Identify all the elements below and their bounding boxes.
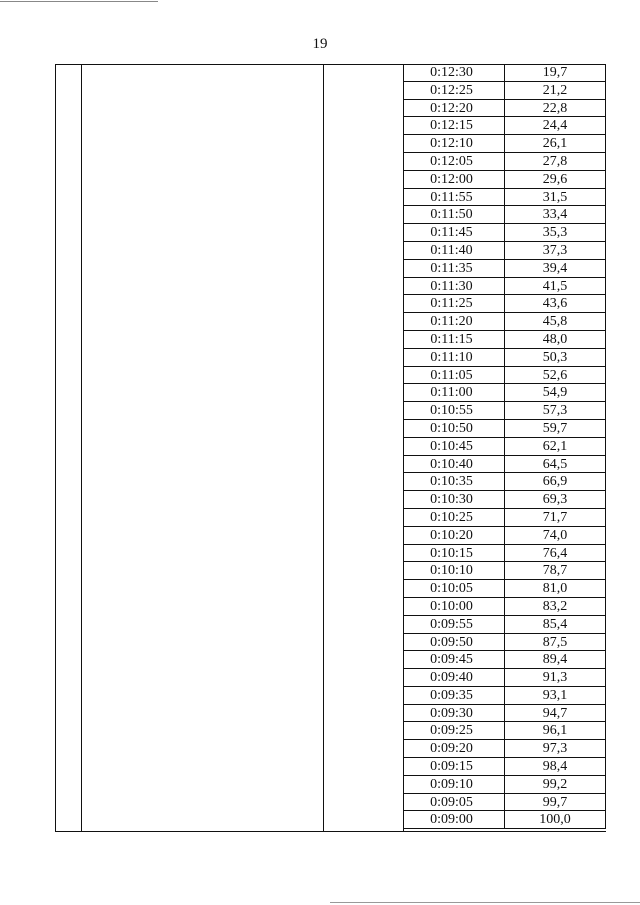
- value-cell: 98,4: [505, 758, 606, 775]
- table-row: [403, 509, 606, 527]
- time-cell: 0:11:25: [403, 295, 505, 312]
- time-cell: 0:10:40: [403, 456, 505, 473]
- value-cell: 52,6: [505, 367, 606, 384]
- value-cell: 81,0: [505, 580, 606, 597]
- value-cell: 71,7: [505, 509, 606, 526]
- table-row: [403, 420, 606, 438]
- time-cell: 0:09:55: [403, 616, 505, 633]
- table-row: [403, 562, 606, 580]
- value-cell: 19,7: [505, 64, 606, 81]
- value-cell: 78,7: [505, 562, 606, 579]
- table-row: [403, 438, 606, 456]
- table-row: [403, 313, 606, 331]
- time-cell: 0:11:45: [403, 224, 505, 241]
- time-cell: 0:12:10: [403, 135, 505, 152]
- value-cell: 62,1: [505, 438, 606, 455]
- value-cell: 21,2: [505, 82, 606, 99]
- value-cell: 87,5: [505, 634, 606, 651]
- time-cell: 0:10:35: [403, 473, 505, 490]
- table-column-divider: [323, 64, 324, 832]
- value-cell: 83,2: [505, 598, 606, 615]
- time-cell: 0:09:35: [403, 687, 505, 704]
- value-cell: 59,7: [505, 420, 606, 437]
- table-row: [403, 758, 606, 776]
- value-cell: 97,3: [505, 740, 606, 757]
- time-cell: 0:11:15: [403, 331, 505, 348]
- value-cell: 85,4: [505, 616, 606, 633]
- time-cell: 0:10:10: [403, 562, 505, 579]
- time-cell: 0:11:20: [403, 313, 505, 330]
- page-number: 19: [312, 36, 328, 52]
- table-row: [403, 527, 606, 545]
- value-cell: 100,0: [505, 811, 606, 828]
- table-row: [403, 402, 606, 420]
- table-column-divider: [81, 64, 82, 832]
- table-row: [403, 722, 606, 740]
- table-row: [403, 367, 606, 385]
- table-row: [403, 224, 606, 242]
- time-cell: 0:12:00: [403, 171, 505, 188]
- scan-edge-line: [330, 902, 640, 903]
- value-cell: 74,0: [505, 527, 606, 544]
- time-cell: 0:09:15: [403, 758, 505, 775]
- value-cell: 39,4: [505, 260, 606, 277]
- time-value-table: [403, 64, 606, 829]
- value-cell: 66,9: [505, 473, 606, 490]
- value-cell: 29,6: [505, 171, 606, 188]
- time-cell: 0:09:30: [403, 705, 505, 722]
- table-row: [403, 331, 606, 349]
- table-row: [403, 598, 606, 616]
- table-row: [403, 473, 606, 491]
- time-cell: 0:10:30: [403, 491, 505, 508]
- table-row: [403, 206, 606, 224]
- table-row: [403, 171, 606, 189]
- table-row: [403, 82, 606, 100]
- value-cell: 57,3: [505, 402, 606, 419]
- time-cell: 0:11:50: [403, 206, 505, 223]
- value-cell: 27,8: [505, 153, 606, 170]
- table-row: [403, 616, 606, 634]
- value-cell: 22,8: [505, 100, 606, 117]
- time-cell: 0:12:20: [403, 100, 505, 117]
- time-cell: 0:12:25: [403, 82, 505, 99]
- value-cell: 37,3: [505, 242, 606, 259]
- table-row: [403, 669, 606, 687]
- time-cell: 0:10:55: [403, 402, 505, 419]
- table-row: [403, 117, 606, 135]
- value-cell: 24,4: [505, 117, 606, 134]
- table-row: [403, 687, 606, 705]
- table-row: [403, 705, 606, 723]
- value-cell: 69,3: [505, 491, 606, 508]
- table-row: [403, 491, 606, 509]
- value-cell: 94,7: [505, 705, 606, 722]
- time-cell: 0:10:50: [403, 420, 505, 437]
- table-row: [403, 545, 606, 563]
- time-cell: 0:09:05: [403, 794, 505, 811]
- table-row: [403, 64, 606, 82]
- value-cell: 33,4: [505, 206, 606, 223]
- value-cell: 31,5: [505, 189, 606, 206]
- value-cell: 89,4: [505, 651, 606, 668]
- value-cell: 99,7: [505, 794, 606, 811]
- time-cell: 0:10:45: [403, 438, 505, 455]
- time-cell: 0:11:10: [403, 349, 505, 366]
- time-cell: 0:11:35: [403, 260, 505, 277]
- value-cell: 41,5: [505, 278, 606, 295]
- time-cell: 0:09:20: [403, 740, 505, 757]
- value-cell: 93,1: [505, 687, 606, 704]
- time-cell: 0:11:55: [403, 189, 505, 206]
- time-cell: 0:09:25: [403, 722, 505, 739]
- table-row: [403, 153, 606, 171]
- table-row: [403, 189, 606, 207]
- table-row: [403, 295, 606, 313]
- table-row: [403, 580, 606, 598]
- value-cell: 45,8: [505, 313, 606, 330]
- table-row: [403, 260, 606, 278]
- time-cell: 0:09:40: [403, 669, 505, 686]
- scan-edge-line: [0, 1, 158, 2]
- time-cell: 0:10:20: [403, 527, 505, 544]
- value-cell: 64,5: [505, 456, 606, 473]
- time-cell: 0:10:00: [403, 598, 505, 615]
- table-row: [403, 349, 606, 367]
- table-row: [403, 634, 606, 652]
- value-cell: 26,1: [505, 135, 606, 152]
- table-row: [403, 651, 606, 669]
- table-row: [403, 384, 606, 402]
- time-cell: 0:12:30: [403, 64, 505, 81]
- table-row: [403, 794, 606, 812]
- time-cell: 0:10:25: [403, 509, 505, 526]
- time-cell: 0:09:50: [403, 634, 505, 651]
- table-row: [403, 242, 606, 260]
- value-cell: 48,0: [505, 331, 606, 348]
- time-cell: 0:09:00: [403, 811, 505, 828]
- table-row: [403, 776, 606, 794]
- time-cell: 0:11:05: [403, 367, 505, 384]
- value-cell: 50,3: [505, 349, 606, 366]
- value-cell: 76,4: [505, 545, 606, 562]
- value-cell: 91,3: [505, 669, 606, 686]
- table-row: [403, 135, 606, 153]
- time-cell: 0:10:15: [403, 545, 505, 562]
- table-row: [403, 278, 606, 296]
- value-cell: 96,1: [505, 722, 606, 739]
- time-cell: 0:10:05: [403, 580, 505, 597]
- table-row: [403, 740, 606, 758]
- value-cell: 54,9: [505, 384, 606, 401]
- time-cell: 0:12:15: [403, 117, 505, 134]
- time-cell: 0:11:00: [403, 384, 505, 401]
- table-row: [403, 456, 606, 474]
- time-cell: 0:09:10: [403, 776, 505, 793]
- table-row: [403, 100, 606, 118]
- time-cell: 0:12:05: [403, 153, 505, 170]
- value-cell: 99,2: [505, 776, 606, 793]
- table-row: [403, 811, 606, 829]
- time-cell: 0:11:40: [403, 242, 505, 259]
- value-cell: 35,3: [505, 224, 606, 241]
- value-cell: 43,6: [505, 295, 606, 312]
- time-cell: 0:09:45: [403, 651, 505, 668]
- time-cell: 0:11:30: [403, 278, 505, 295]
